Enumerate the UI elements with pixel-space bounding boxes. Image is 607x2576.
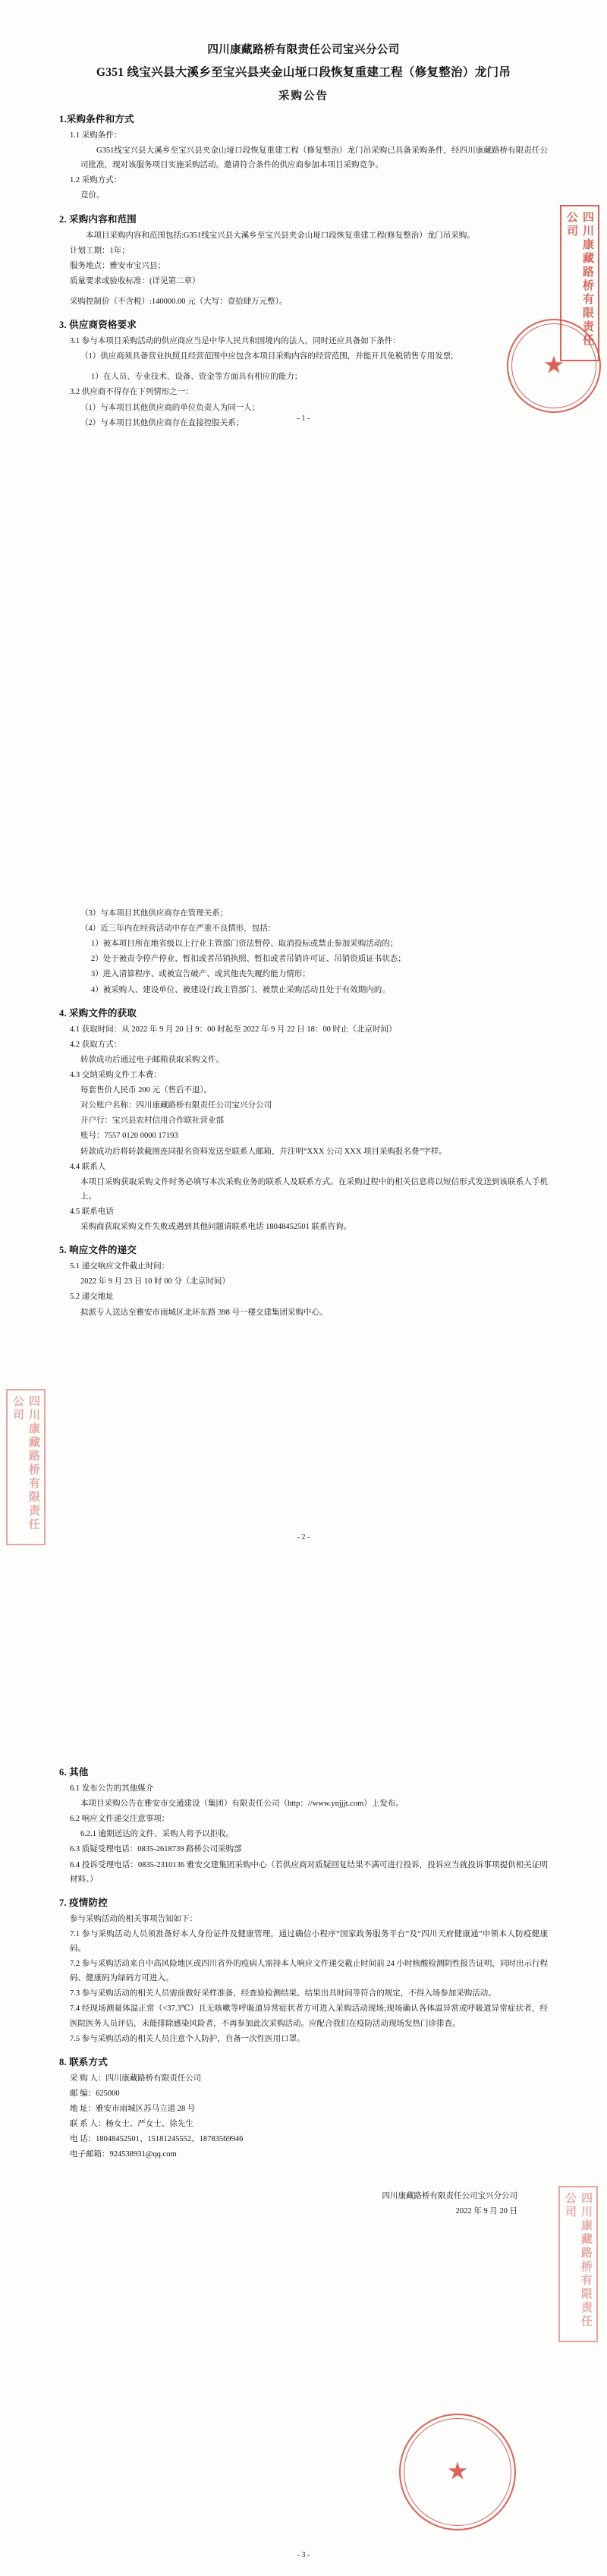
submission-notice-label: 6.2 响应文件递交注意事项： <box>70 1815 170 1824</box>
contact-purchaser: 采 购 人：四川康藏路桥有限责任公司 <box>70 2074 202 2083</box>
page-number-2: - 2 - <box>297 1533 310 1542</box>
section-1-2-body: 竞价。 <box>80 191 105 200</box>
section-heading-8: 8. 联系方式 <box>59 2056 108 2067</box>
signature-date: 2022 年 9 月 20 日 <box>455 2207 517 2216</box>
section-heading-6: 6. 其他 <box>59 1767 89 1778</box>
page-title: G351 线宝兴县大溪乡至宝兴县夹金山垭口段恢复重建工程（修复整治）龙门吊 <box>96 66 511 79</box>
contact-person-body: 本项目采购获取采购文件时务必填写本次采购业务的联系人及联系方式。在采购过程中的相关信息将以短信形式发送到该联系人手机上。 <box>80 1177 548 1201</box>
contact-phone-label: 4.5 联系电话 <box>70 1207 114 1216</box>
contact-telephones: 电 话：18048452501、15181245552、18783569946 <box>70 2135 244 2144</box>
qualification-3-2-item-1: （1）与本项目其他供应商的单位负责人为同一人； <box>80 403 260 412</box>
doc-acquire-time: 4.1 获取时间：从 2022 年 9 月 20 日 9：00 时起至 2022 年 9 月 22 日 18：00 时止（北京时间） <box>70 1025 397 1034</box>
scope-quality: 质量要求或验收标准：(详见第二章） <box>70 276 200 285</box>
qualification-3-1-sub-1: 1）在人员、专业技术、设备、资金等方面具有相应的能力； <box>91 373 303 382</box>
side-seal-stamp-2: 四川康藏路桥有限责任公司 <box>6 1389 46 1545</box>
qualification-3-1: 3.1 参与本项目采购活动的供应商应当是中华人民共和国境内的法人，同时还应具备如下条件： <box>70 337 401 346</box>
doc-acquire-method-body: 转款成功后通过电子邮箱获取采购文件。 <box>80 1055 224 1064</box>
bank-account-number: 账号：7557 0120 0000 17193 <box>80 1132 178 1141</box>
page-number-1: - 1 - <box>297 414 310 423</box>
side-seal-stamp-3: 四川康藏路桥有限责任公司 <box>558 2186 598 2342</box>
seal-star-icon-2: ★ <box>447 2461 468 2483</box>
qualification-3-2-sub-2: 2）处于被责令停产停业、暂扣或者吊销执照、暂扣或者吊销许可证、吊销资质证书状态； <box>91 955 406 964</box>
side-seal-stamp-1: 四川康藏路桥有限责任公司 <box>560 205 599 361</box>
qualification-3-2-item-3: （3）与本项目其他供应商存在管理关系； <box>80 909 228 918</box>
qualification-3-2-sub-4: 4）被采购人、建设单位、被建设行政主管部门、被禁止采购活动且处于有效期内的。 <box>91 985 390 994</box>
qualification-3-2-item-4: （4）近三年内在经营活动中存在严重不良情形，包括： <box>80 924 276 934</box>
contact-phone-body: 采购商获取采购文件失败或遇到其他问题请联系电话 18048452501 联系咨询。 <box>80 1223 351 1232</box>
company-seal-2 <box>399 2414 516 2530</box>
section-1-2-label: 1.2 采购方式： <box>70 176 122 185</box>
epidemic-7-5: 7.5 参与采购活动的相关人员注意个人防护，自备一次性医用口罩。 <box>70 2034 305 2043</box>
qualification-3-2-sub-3: 3）进入清算程序、或被宣告破产、或其他丧失履约能力情形； <box>91 970 310 979</box>
section-heading-7: 7. 疫情防控 <box>59 1897 108 1908</box>
title-block <box>59 41 548 103</box>
contact-email: 电子邮箱：924538931@qq.com <box>70 2150 177 2159</box>
submission-address-value: 拟派专人送达至雅安市雨城区北环东路 398 号一楼交建集团采购中心。 <box>80 1308 328 1317</box>
scope-intro: 本项目采购内容和范围包括:G351线宝兴县大溪乡至宝兴县夹金山垭口段恢复重建工程(修复整治）龙门吊采购。 <box>86 231 475 240</box>
seal-inner-ring-2 <box>404 2418 511 2526</box>
qualification-3-2-item-2: （2）与本项目其他供应商存在直接控股关系； <box>80 418 244 427</box>
qualification-3-2-sub-1: 1）被本项目所在地省级以上行业主管部门资法暂停、取消投标或禁止参加采购活动的； <box>91 940 398 949</box>
doc-fee-amount: 每套售价人民币 200 元（售后不退）。 <box>80 1086 212 1095</box>
scope-location: 服务地点：雅安市宝兴县； <box>70 261 165 270</box>
section-1-1-body: G351线宝兴县大溪乡至宝兴县夹金山垭口段恢复重建工程（修复整治）龙门吊采购已具备采购条件，经四川康藏路桥有限责任公司批准，现对该服务项目实施采购活动。邀请符合条件的供应商参加本项目采购竞争。 <box>80 146 548 170</box>
bank-branch: 开户行：宝兴县农村信用合作联社营业部 <box>80 1116 224 1126</box>
submission-address-label: 5.2 递交地址 <box>70 1293 114 1302</box>
section-1-1-label: 1.1 采购条件： <box>70 131 122 140</box>
media-label: 6.1 发布公告的其他媒介 <box>70 1784 154 1793</box>
scope-duration: 计划工期：1年； <box>70 246 130 255</box>
signature-org: 四川康藏路桥有限责任公司宝兴分公司 <box>382 2192 517 2201</box>
complaint-accept-phone: 6.4 投诉受理电话：0835-2310136 雅安交建集团采购中心（若供应商对质疑回复结果不满可进行投诉，投诉应当就投诉事项提供相关证明材料。） <box>70 1860 548 1884</box>
signature-block <box>59 2189 548 2219</box>
issuing-organization: 四川康藏路桥有限责任公司宝兴分公司 <box>207 44 400 56</box>
submission-deadline-value: 2022 年 9 月 23 日 10 时 00 分（北京时间） <box>80 1277 230 1286</box>
contact-address: 地 址：雅安市雨城区苏马立道 28 号 <box>70 2104 196 2113</box>
qualification-3-2: 3.2 供应商不得存在下列情形之一： <box>70 388 193 397</box>
section-heading-5: 5. 响应文件的递交 <box>59 1245 137 1256</box>
scope-budget: 采购控制价（不含税）:140000.00 元（大写：壹拾肆万元整）。 <box>70 298 288 306</box>
submission-notice-item: 6.2.1 逾期送达的文件、采购人将予以拒收。 <box>80 1830 234 1839</box>
seal-star-icon: ★ <box>543 354 565 376</box>
section-heading-4: 4. 采购文件的获取 <box>59 1007 137 1019</box>
epidemic-7-4: 7.4 经现场测量体温正常（<37.3℃）且无咳嗽等呼吸道异常症状者方可进入采购活动现场;现场确认各体温异常或呼吸道异常症状者，经医院医务人员评估，未能排除感染风险者，不再参加此次采购活动。应配合我们在疫防活动现场发热门诊排查。 <box>70 2004 548 2028</box>
media-body: 本项目采购公告在雅安市交通建设（集团）有限责任公司（http：//www.ynjjjt.com）上发布。 <box>80 1800 404 1809</box>
epidemic-7-2: 7.2 参与采购活动来自中高风险地区或四川省外的疫病人需持本人响应文件递交截止时间前 24 小时核酸检测阴性报告证明，同时出示行程码、健康码为绿码方可进入。 <box>70 1960 548 1983</box>
section-heading-1: 1.采购条件和方式 <box>59 114 134 125</box>
document-page-3 <box>0 1715 607 2576</box>
transfer-note: 转款成功后将转款截图连同报名资料发送至联系人邮箱，并注明“XXX 公司 XXX 项目采购报名费”字样。 <box>80 1147 447 1156</box>
page-number-3: - 3 - <box>297 2551 310 2559</box>
epidemic-7-1: 7.1 参与采购活动人员须准备好本人身份证件及健康管理，通过确信小程序“国家政务服务平台”及“四川天府健康通”申领本人防疫健康码。 <box>70 1929 548 1953</box>
submission-deadline-label: 5.1 递交响应文件截止时间： <box>70 1262 170 1271</box>
document-page-2 <box>0 865 607 1715</box>
doc-fee-label: 4.3 交纳采购文件工本费： <box>70 1070 162 1079</box>
epidemic-7-3: 7.3 参与采购活动的相关人员需前做好采样准备，经查验检测结果、结果出具时间等符合的规定，不得入场参加采购活动。 <box>70 1989 496 1998</box>
doc-acquire-method-label: 4.2 获取方式： <box>70 1040 122 1049</box>
contact-persons: 联 系 人：杨女士、严女士、徐先生 <box>70 2120 193 2129</box>
complaint-query-phone: 6.3 质疑受理电话：0835-2618739 路桥公司采购部 <box>70 1845 242 1854</box>
document-page-1 <box>0 0 607 865</box>
document-subtitle: 采购公告 <box>278 90 329 103</box>
section-heading-2: 2. 采购内容和范围 <box>59 213 137 225</box>
bank-account-name: 对公账户名称：四川康藏路桥有限责任公司宝兴分公司 <box>80 1101 272 1110</box>
epidemic-intro: 参与采购活动的相关事项告知如下： <box>70 1914 197 1923</box>
contact-postcode: 邮 编：625000 <box>70 2089 120 2098</box>
contact-person-label: 4.4 联系人 <box>70 1162 106 1171</box>
section-heading-3: 3. 供应商资格要求 <box>59 320 137 331</box>
qualification-3-1-item-1: （1）供应商须具备营业执照且经营范围中应包含本项目采购内容的经营范围，并能开具免税销售专用发票; <box>80 352 454 361</box>
